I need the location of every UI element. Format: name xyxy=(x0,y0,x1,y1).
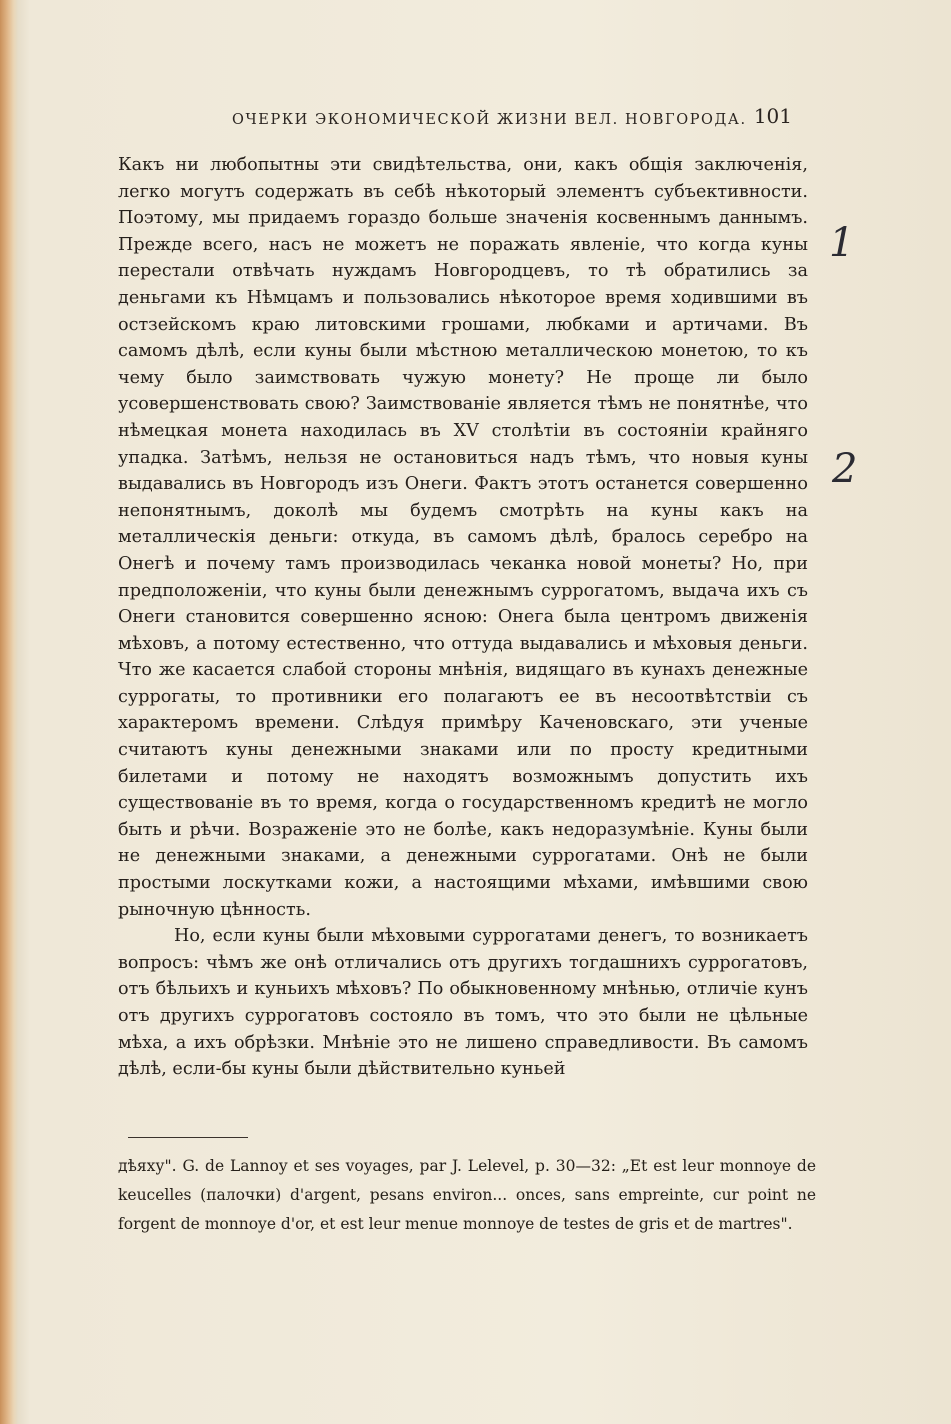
footnote-separator xyxy=(128,1137,248,1138)
running-title: ОЧЕРКИ ЭКОНОМИЧЕСКОЙ ЖИЗНИ ВЕЛ. НОВГОРОДА. xyxy=(232,112,747,128)
margin-note-mark: 1 xyxy=(829,220,855,266)
page-number: 101 xyxy=(753,104,792,128)
paragraph: Какъ ни любопытны эти свидѣтельства, они, какъ общія заключенія, легко могутъ содержать въ себѣ нѣкоторый элементъ субъективности. Поэтому, мы придаемъ гораздо больше значенія косвеннымъ даннымъ. Прежде всего, насъ не можетъ не поражать явленіе, что когда куны перестали отвѣчать нуждамъ Новгородцевъ, то тѣ обратились за деньгами къ Нѣмцамъ и пользовались нѣкоторое время ходившими въ остзейскомъ краю литовскими грошами, любками и артичами. Въ самомъ дѣлѣ, если куны были мѣстною металлическою монетою, то къ чему было заимствовать чужую монету? Не проще ли было усовершенствовать свою? Заимствованіе является тѣмъ не понятнѣе, что нѣмецкая монета находилась въ XV столѣтіи въ состояніи крайняго упадка. Затѣмъ, нельзя не остановиться надъ тѣмъ, что новыя куны выдавались въ Новгородъ изъ Онеги. Фактъ этотъ останется совершенно непонятнымъ, доколѣ мы будемъ смотрѣть на куны какъ на металлическія деньги: откуда, въ самомъ дѣлѣ, бралось серебро на Онегѣ и почему тамъ производилась чеканка новой монеты? Но, при предположеніи, что куны были денежнымъ суррогатомъ, выдача ихъ съ Онеги становится совершенно ясною: Онега была центромъ движенія мѣховъ, а потому естественно, что оттуда выдавались и мѣховыя деньги. Что же касается слабой стороны мнѣнія, видящаго въ кунахъ денежные суррогаты, то противники его полагаютъ ее въ несоотвѣтствіи съ характеромъ времени. Слѣдуя примѣру Каченовскаго, эти ученые считаютъ куны денежными знаками или по просту кредитными билетами и потому не находятъ возможнымъ допустить ихъ существованіе въ то время, когда о государственномъ кредитѣ не могло быть и рѣчи. Возраженіе это не болѣе, какъ недоразумѣніе. Куны были не денежными знаками, а денежными суррогатами. Онѣ не были простыми лоскутками кожи, а настоящими мѣхами, имѣвшими свою рыночную цѣнность. xyxy=(118,155,808,920)
binding-edge xyxy=(0,0,18,1424)
margin-note-mark: 2 xyxy=(832,446,858,492)
page-header xyxy=(232,104,792,134)
footnote: дѣяху". G. de Lannoy et ses voyages, par J. Lelevel, p. 30—32: „Et est leur monnoye de keucelles (палочки) d'argent, pesans environ... onces, sans empreinte, cur point ne forgent de monnoye d'or, et est leur menue monnoye de testes de gris et de martres". xyxy=(118,1157,816,1233)
paragraph: Но, если куны были мѣховыми суррогатами денегъ, то возникаетъ вопросъ: чѣмъ же онѣ отличались отъ другихъ тогдашнихъ суррогатовъ, отъ бѣльихъ и куньихъ мѣховъ? По обыкновенному мнѣнью, отличіе кунъ отъ другихъ суррогатовъ состояло въ томъ, что это были не цѣльные мѣха, а ихъ обрѣзки. Мнѣніе это не лишено справедливости. Въ самомъ дѣлѣ, если-бы куны были дѣйствительно куньей xyxy=(118,926,808,1080)
body-text xyxy=(118,152,808,1083)
